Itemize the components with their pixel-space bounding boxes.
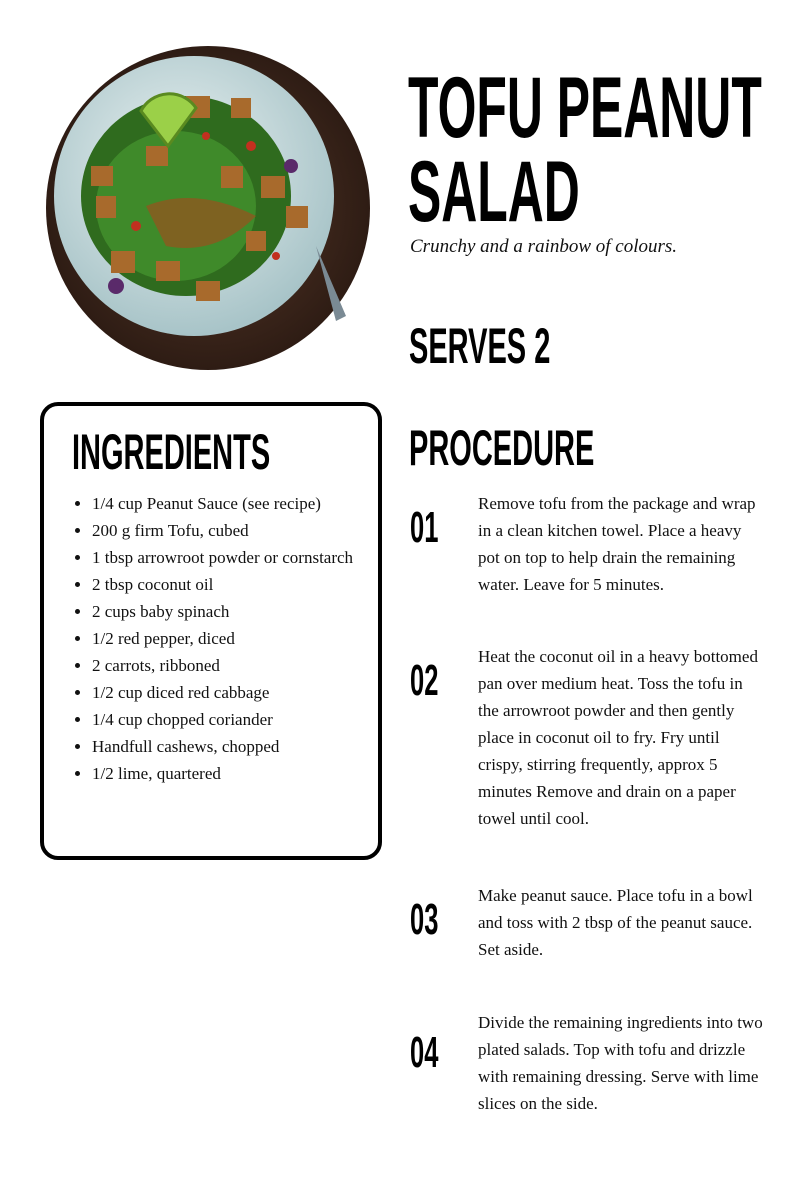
step-text: Make peanut sauce. Place tofu in a bowl and toss with 2 tbsp of the peanut sauce. Set aside. (478, 886, 753, 959)
step-number: 03 (410, 895, 439, 944)
step-number: 01 (410, 503, 439, 552)
ingredient-item: • 1/2 lime, quartered (92, 760, 382, 787)
step-number: 04 (410, 1028, 439, 1077)
step-text: Divide the remaining ingredients into two plated salads. Top with tofu and drizzle with remaining dressing. Serve with lime slices on the side. (478, 1013, 763, 1113)
title-line-1: TOFU PEANUT (408, 60, 762, 156)
ingredient-item: • 2 tbsp coconut oil (92, 571, 382, 598)
ingredients-box (40, 402, 382, 860)
procedure-heading: PROCEDURE (409, 420, 595, 476)
ingredient-item: • 1/4 cup chopped coriander (92, 706, 382, 733)
recipe-title (408, 60, 762, 240)
ingredient-item: • 2 carrots, ribboned (92, 652, 382, 679)
ingredient-item: • 1/4 cup Peanut Sauce (see recipe) (92, 490, 382, 517)
ingredient-item: • 2 cups baby spinach (92, 598, 382, 625)
step-text: Remove tofu from the package and wrap in a clean kitchen towel. Place a heavy pot on top to help drain the remaining water. Leave for 5 minutes. (478, 494, 756, 594)
ingredient-item: • Handfull cashews, chopped (92, 733, 382, 760)
serves-label: SERVES 2 (409, 318, 551, 374)
ingredient-item: • 200 g firm Tofu, cubed (92, 517, 382, 544)
recipe-subtitle: Crunchy and a rainbow of colours. (410, 236, 678, 257)
step-text: Heat the coconut oil in a heavy bottomed pan over medium heat. Toss the tofu in the arrowroot powder and then gently place in coconut oil to fry. Fry until crispy, stirring frequently, approx 5 minutes Remove and drain on a paper towel until cool. (478, 647, 758, 828)
ingredient-item: • 1/2 red pepper, diced (92, 625, 382, 652)
step-number: 02 (410, 656, 439, 705)
title-line-2: SALAD (408, 144, 580, 240)
ingredient-item: • 1 tbsp arrowroot powder or cornstarch (92, 544, 382, 571)
salad-bowl-photo (46, 46, 371, 371)
ingredients-heading: INGREDIENTS (72, 424, 271, 480)
ingredients-list (62, 490, 382, 787)
ingredient-item: • 1/2 cup diced red cabbage (92, 679, 382, 706)
